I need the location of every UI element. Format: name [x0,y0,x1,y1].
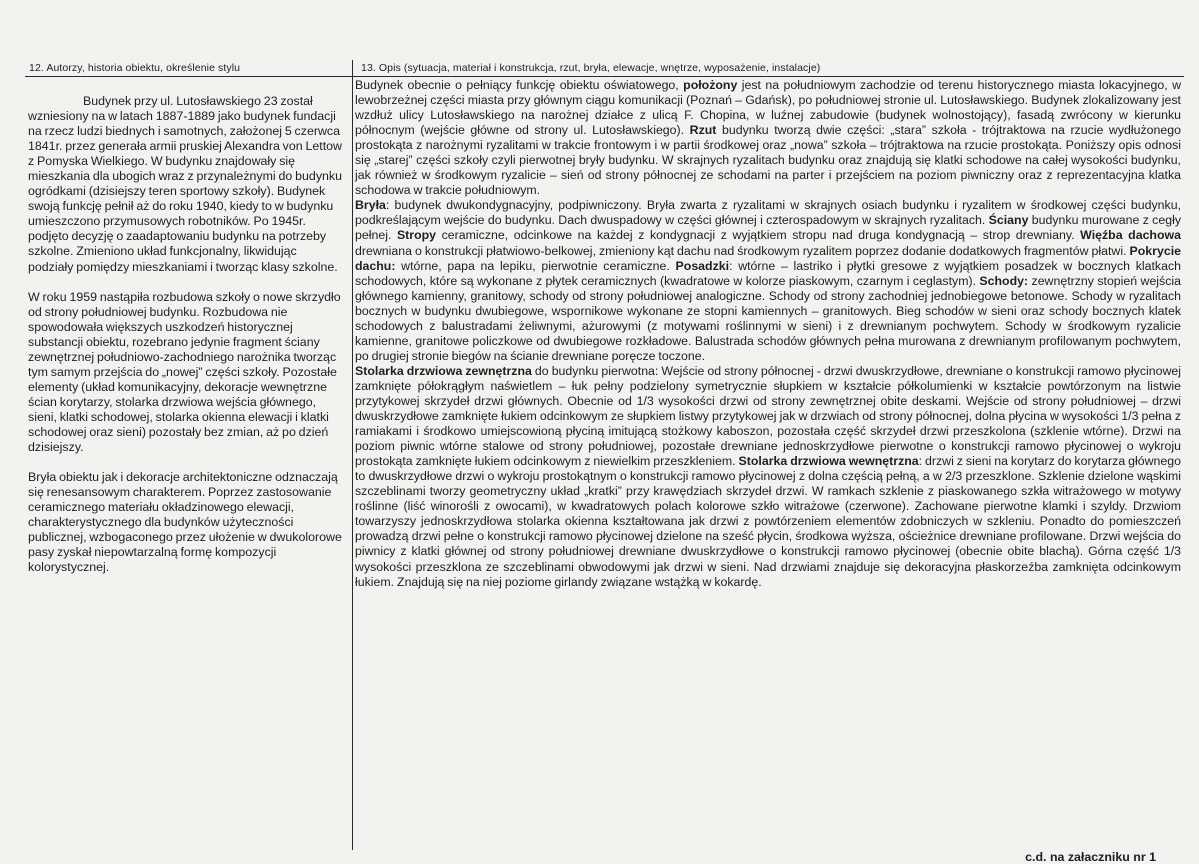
column-divider [352,60,353,850]
bold-term-rzut: Rzut [689,123,717,138]
form-frame [25,60,1184,864]
text-span: : budynek dwukondygnacyjny, podpiwniczony. Bryła zwarta z ryzalitami w skrajnych osiach budynku i ryzalitem w środkowej części budynku, podkreślającym wejście do budynku. Dach dwuspadowy w części głównej i czterospadowym w skrajnych ryzalitach. [355,198,1181,228]
header-divider [25,76,1184,77]
bold-term-pokrycie: Pokrycie dachu: [355,243,1181,273]
history-paragraph-3: Bryła obiektu jak i dekoracje architektoniczne odznaczają się renesansowym charakterem. Poprzez zastosowanie ceramicznego materiału okładzinowego elewacji, charakterystycznego dla budynków użyteczności publicznej, wzbogaconego przez ułożenie w dwukolorowe pasy zyskał niepowtarzalną formę kompozycji kolorystycznej. [28,470,342,575]
section-13-header: 13. Opis (sytuacja, materiał i konstrukcja, rzut, bryła, elewacje, wnętrze, wyposażenie, instalacje) [361,62,821,74]
bold-term-bryla: Bryła [355,198,386,213]
text-span: Budynek obecnie o pełniący funkcję obiektu oświatowego, [355,78,684,92]
text-span: ceramiczne, odcinkowe na każdej z kondygnacji z wyjątkiem stropu nad druga kondygnacją – strop drewniany. [436,228,1081,243]
history-column [28,94,343,590]
description-paragraph-stolarka [355,364,1181,590]
text-span: drewniana o konstrukcji płatwiowo-belkowej, zmieniony kąt dachu nad środkowym ryzalitem poprzez dodanie dodatkowych fragmentów płatwi. [355,243,1130,258]
text-span: zewnętrzny stopień wejścia głównego kamienny, granitowy, schody od strony południowej analogiczne. Schody od strony zachodniej jednobiegowe betonowe. Schody w ryzalitach bocznych w budynku dwubiegowe, wspornikowe wykonane ze stopni kamiennych – granitowych. Bieg schodów w sieni oraz schody bocznych klatek schodowych z balustradami żeliwnymi, ażurowymi (z motywami roślinnymi w sieni) i z drewnianym pochwytem. Schody w środkowym ryzalicie kamienne, granitowe policzkowe od dwubiegowe rozkładowe. Balustrada schodów głównych pełna murowana z drewnianym profilowanym pochwytem, po drugiej stronie biegów na ścianie drewniane poręcze toczone. [355,273,1182,363]
description-paragraph-bryla [355,198,1181,364]
text-span: do budynku pierwotna: Wejście od strony północnej - drzwi dwuskrzydłowe, drewniane o konstrukcji ramowo płycinowej zamknięte półokrągłym naświetlem – łuk pełny podzielony symetrycznie słupkiem w kształcie półkolumienki w kształcie powtórzonym na listwie przytykowej skrzydeł drzwi głównych. Obecnie od 1/3 wysokości drzwi od strony zewnętrznej obite deskami. Wejście od strony południowej – drzwi dwuskrzydłowe zamknięte łukiem odcinkowym ze słupkiem listwy przytykowej jak w drzwiach od strony północnej, dolna płycina w wysokości 1/3 pełna z ramiakami i środkowo umiejscowioną płyciną imitującą stożkowy kaboszon, pozostała część skrzydeł drzwi przeszkolona (szklenie wtórne). Drzwi na poziom piwnic wtórne stalowe od strony południowej, pozostałe drewniane jednoskrzydłowe pierwotne o konstrukcji ramowo płycinowej o wykroju prostokąta zamknięte łukiem odcinkowym z niewielkim przeszkleniem. [355,363,1182,469]
text-span: jest na południowym zachodzie od terenu historycznego miasta lokacyjnego, w lewobrzeżnej części miasta przy głównym ciągu komunikacji (Poznań – Gdańsk), po południowej stronie ul. Lutosławskiego. Budynek zlokalizowany jest wzdłuż ulicy Lutosławskiego na narożnej działce z ulicą F. Chopina, w luźnej zabudowie (budynek wolnostojący), fasadą zwrócony w kierunku północnym (wejście główne od strony ul. Lutosławskiego). [355,78,1181,138]
section-12-header: 12. Autorzy, historia obiektu, określenie stylu [29,62,241,74]
description-paragraph-location [355,78,1181,198]
text-span: : wtórne – lastriko i płytki gresowe z wyjątkiem posadzek w bocznych klatkach schodowych, które są wykonane z płytek ceramicznych (kwadratowe w kolorze piaskowym, czarnym i ceglastym). [355,258,1181,288]
bold-term-stolarka-wewnetrzna: Stolarka drzwiowa wewnętrzna [738,454,919,469]
bold-term-polozony: położony [683,78,738,92]
text-span: wtórne, papa na lepiku, pierwotnie ceramiczne. [395,258,676,273]
text-span: budynku murowane z cegły pełnej. [355,213,1181,243]
bold-term-sciany: Ściany [988,213,1029,228]
bold-term-stolarka-zewnetrzna: Stolarka drzwiowa zewnętrzna [355,363,532,378]
history-paragraph-2: W roku 1959 nastąpiła rozbudowa szkoły o nowe skrzydło od strony południowej budynku. Rozbudowa nie spowodowała większych uszkodzeń historycznej substancji obiektu, rozebrano jedynie fragment ściany zewnętrznej południowo-zachodniego narożnika tworząc tym samym przejścia do „nowej” części szkoły. Pozostałe elementy (układ komunikacyjny, dekoracje wewnętrzne ścian korytarzy, stolarka drzwiowa wejścia głównego, sieni, klatki schodowej, stolarka okienna elewacji i klatki schodowej oraz sieni) pozostały bez zmian, aż po dzień dzisiejszy. [28,289,341,455]
text-span: budynku tworzą dwie części: „stara” szkoła - trójtraktowa na rzucie wydłużonego prostokąta z narożnymi ryzalitami w trakcie frontowym i w partii środkowej oraz „nowa” szkoła – trójtraktowa na rzucie prostokąta. Poniższy opis odnosi się „starej” części szkoły czyli pierwotnej bryły budynku. W skrajnych ryzalitach budynku oraz znajdują się klatki schodowe na całej wysokości budynku, jak również w środkowym ryzalicie – sień od strony północnej ze schodami na parter i przejściem na poziom piwniczny oraz z reprezentacyjna klatka schodowa w trakcie południowym. [355,123,1181,198]
history-paragraph-1: Budynek przy ul. Lutosławskiego 23 został wzniesiony na w latach 1887-1889 jako budynek fundacji na rzecz ludzi biednych i samotnych, założonej 5 czerwca 1841r. przez generała armii pruskiej Alexandra von Lettow z Pomyska Wielkiego. W budynku znajdowały się mieszkania dla ubogich wraz z przynależnymi do budynku ogródkami (dzisiejszy teren sportowy szkoły). Budynek swoją funkcję pełnił aż do roku 1940, kiedy to w budynku umieszczono przymusowych robotników. Po 1945r. podjęto decyzję o zaadaptowaniu budynku na potrzeby szkolne. Zmieniono układ funkcjonalny, likwidując podziały pomiędzy mieszkaniami i tworząc klasy szkolne. [28,94,343,274]
bold-term-stropy: Stropy [396,228,437,243]
bold-term-wiezba: Więźba dachowa [1080,228,1181,243]
bold-term-posadzki: Posadzki [675,258,730,273]
bold-term-schody: Schody: [979,273,1029,288]
continuation-note: c.d. na załaczniku nr 1 [1025,850,1156,864]
description-column [355,78,1181,590]
text-span: : drzwi z sieni na korytarz do korytarza głównego to dwuskrzydłowe drzwi o wykroju prostokątnym o konstrukcji ramowo płycinowej z dolna częścią pełną, a w 2/3 przeszklone. Szklenie dzielone wąskimi szczeblinami tworzy geometryczny układ „kratki” przy krawędziach skrzydeł drzwi. W ramkach szklenie z piaskowanego szkła witrażowego w motywy roślinne (liść winorośli z owocami), w kwadratowych polach kolorowe szkło witrażowe (czerwone). Zachowane pierwotne klamki i szyldy. Drzwiom towarzyszy jednoskrzydłowa stolarka okienna kształtowana jak drzwi z powtórzeniem elementów zdobniczych w szkleniu. Ponadto do pomieszczeń prowadzą drzwi pełne o konstrukcji ramowo płycinowej dzielone na sześć płycin, środkowa wyższa, ościeżnice drewniane profilowane. Drzwi wejścia do piwnicy z klatki głównej od strony południowej drewniane dwuskrzydłowe o konstrukcji ramowo płycinowej (obecnie obite blachą). Górna część 1/3 wysokości przeszklona ze szczeblinami obwodowymi jak drzwi w sieni. Nad drzwiami znajduje się dekoracyjna płaskorzeźba zamknięta odcinkowym łukiem. Znajdują się na niej poziome girlandy związane wstążką w kokardę. [355,454,1181,589]
